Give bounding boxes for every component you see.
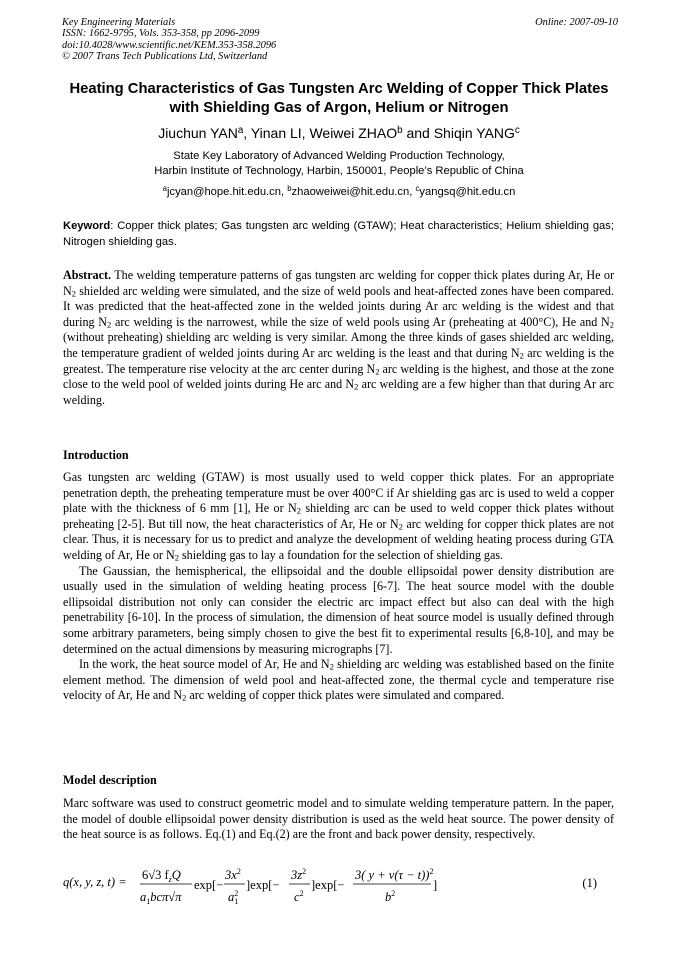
email-list: $^a$jcyan@hope.hit.edu.cn, $^b$zhaoweiwei@hit.edu.cn, $^c$yangsq@hit.edu.cn xyxy=(162,184,516,198)
model-description-body xyxy=(63,796,614,843)
equation-graphic xyxy=(63,862,563,910)
eq-numerator: 6√3 $f_zQ$ xyxy=(142,868,181,884)
keywords-text: : Copper thick plates; Gas tungsten arc welding (GTAW); Heat characteristics; Helium shielding gas; Nitrogen shielding gas. xyxy=(63,220,614,248)
abstract xyxy=(63,268,614,408)
eq-term3-den: $b^2$ xyxy=(385,889,396,904)
introduction-paragraph: The Gaussian, the hemispherical, the ellipsoidal and the double ellipsoidal power density distribution are usually used in the simulation of welding heating process [6-7]. The heat source model with the double ellipsoidal distribution not only can consider the electric arc impact effect but also can deal with the high penetrability [6-10]. In the process of simulation, the dimension of heat source model is usually defined through some arbitrary parameters, being simply chosen to give the best fit to experimental results [6,8-10], and may be determined on the actual dimensions by measuring micrographs [7]. xyxy=(63,563,614,656)
author: Weiwei ZHAO$^b$ and xyxy=(309,125,434,141)
email[interactable]: $^a$jcyan@hope.hit.edu.cn xyxy=(162,184,281,198)
affiliation-line-1: State Key Laboratory of Advanced Welding Production Technology, xyxy=(173,150,505,162)
affiliation-line-2: Harbin Institute of Technology, Harbin, 150001, People’s Republic of China xyxy=(154,165,524,177)
keywords xyxy=(63,219,614,250)
introduction-body xyxy=(63,470,614,704)
email[interactable]: $^c$yangsq@hit.edu.cn xyxy=(415,184,516,198)
journal-name: Key Engineering Materials xyxy=(62,17,176,28)
eq-lhs: q(x, y, z, t) = xyxy=(63,875,127,889)
abstract-label: Abstract. xyxy=(63,268,112,282)
keywords-label: Keyword xyxy=(63,220,111,232)
eq-exp-3: ]exp[− xyxy=(311,878,345,892)
author-list xyxy=(62,124,616,142)
author: Jiuchun YAN$^a$, xyxy=(158,125,251,141)
author: Yinan LI, xyxy=(250,125,310,141)
eq-exp-2: ]exp[− xyxy=(246,878,280,892)
eq-denominator: $a_1bc\pi√\pi$ xyxy=(140,890,182,906)
eq-term2-num: $3z^2$ xyxy=(291,867,307,882)
eq-term2-den: $c^2$ xyxy=(294,889,304,904)
doi-line: doi:10.4028/www.scientific.net/KEM.353-358.2096 xyxy=(62,39,277,51)
eq-term1-den: $a^2$ 1 xyxy=(228,889,239,906)
model-description-heading: Model description xyxy=(63,773,157,787)
model-description-paragraph: Marc software was used to construct geometric model and to simulate welding temperature pattern. In the paper, the model of double ellipsoidal power density distribution is used as the weld heat source. The power density of the heat source is as follows. Eq.(1) and Eq.(2) are the front and back power density, respectively. xyxy=(63,796,614,842)
issn-line: ISSN: 1662-9795, Vols. 353-358, pp 2096-2099 xyxy=(62,28,260,40)
author: Shiqin YANG$^c$ xyxy=(433,125,520,141)
eq-close: ] xyxy=(433,878,438,892)
introduction-paragraph: In the work, the heat source model of Ar, He and $N_2$ shielding arc welding was established based on the finite element method. The dimension of weld pool and heat-affected zone, the thermal cycle and temperature rise velocity of Ar, He and $N_2$ arc welding of copper thick plates were simulated and compared. xyxy=(63,657,614,703)
affiliation xyxy=(62,149,616,179)
eq-exp-1: exp[− xyxy=(194,878,224,892)
email[interactable]: $^b$zhaoweiwei@hit.edu.cn xyxy=(287,184,410,198)
journal-header xyxy=(62,17,618,62)
abstract-text: The welding temperature patterns of gas tungsten arc welding for copper thick plates during Ar, He or $N_2$ shielded arc welding were simulated, and the size of weld pools and heat-affected zones have been compared. It was predicted that the heat-affected zone in the welded joints during Ar arc welding is the widest and that during $N_2$ arc welding is the narrowest, while the size of weld pools using Ar (preheating at 400°C), He and $N_2$ (without preheating) shielding arc welding is very similar. Among the three kinds of gases shielded arc welding, the temperature gradient of welded joints during Ar arc welding is the least and that during $N_2$ arc welding is the greatest. The temperature rise velocity at the arc center during $N_2$ arc welding is the highest, and those at the zone close to the weld pool of welded joints during He arc and $N_2$ arc welding are a few higher than that during Ar arc welding. xyxy=(63,268,614,407)
eq-term1-num: $3x^2$ xyxy=(225,867,241,882)
eq-term3-num: 3( y + v(τ − t))$^2$ xyxy=(355,867,434,882)
introduction-heading: Introduction xyxy=(63,448,129,462)
equation-1 xyxy=(63,862,614,910)
copyright-line: © 2007 Trans Tech Publications Ltd, Switzerland xyxy=(62,50,268,62)
online-date: Online: 2007-09-10 xyxy=(535,17,618,28)
introduction-paragraph: Gas tungsten arc welding (GTAW) is most usually used to weld copper thick plates. For an appropriate penetration depth, the preheating temperature must be over 400°C if Ar shielding gas arc is used to weld a copper plate with the thickness of 6 mm [1], He or $N_2$ shielding arc can be used to weld copper thick plates without preheating [2-5]. But till now, the heat characteristics of Ar, He or $N_2$ arc welding for copper thick plates are not clear. Thus, it is necessary for us to predict and analyze the development of welding heating process during GTA welding of Ar, He or $N_2$ shielding gas to lay a foundation for the selection of shielding gas. xyxy=(63,470,614,563)
paper-title: Heating Characteristics of Gas Tungsten Arc Welding of Copper Thick Plates with Shielding Gas of Argon, Helium or Nitrogen xyxy=(69,81,609,116)
equation-number: (1) xyxy=(582,876,597,890)
